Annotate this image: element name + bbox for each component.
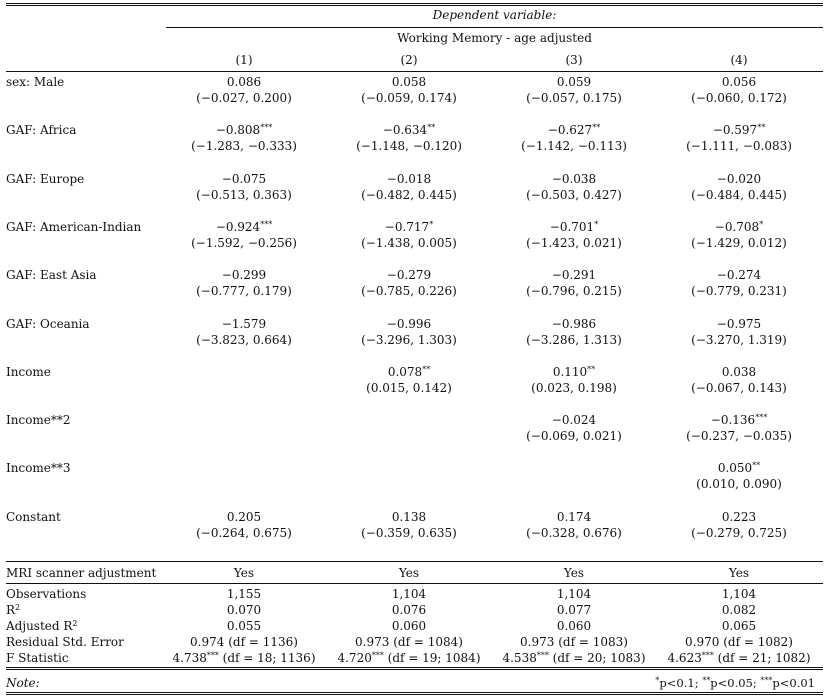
stat-value <box>164 635 324 650</box>
column-header-4: (4) <box>730 53 748 67</box>
stat-value <box>494 587 654 602</box>
column-header-3: (3) <box>565 53 583 67</box>
stat-label-text: Residual Std. Error <box>6 635 124 649</box>
coefficient-value: −0.274 <box>716 268 762 282</box>
confidence-interval: (−1.148, −0.120) <box>356 139 462 153</box>
mri-adjustment-value: Yes <box>563 566 585 580</box>
dependent-variable-caption: Dependent variable: <box>432 8 557 22</box>
significance-stars: ** <box>757 123 766 132</box>
confidence-interval: (−0.796, 0.215) <box>526 284 622 298</box>
coefficient <box>494 365 654 380</box>
significance-stars: *** <box>371 651 384 660</box>
coefficient <box>329 220 489 235</box>
coefficient <box>329 75 489 90</box>
significance-stars: * <box>429 220 434 229</box>
coefficient <box>659 461 819 476</box>
stat-value-main: 1,155 <box>226 587 262 601</box>
coef-bottom-rule <box>6 561 823 562</box>
significance-stars: ** <box>752 461 761 470</box>
row-label: Income**3 <box>6 461 71 475</box>
coefficient-value: −0.075 <box>221 172 267 186</box>
coefficient-value: 0.038 <box>721 365 757 379</box>
stat-value-main: 0.060 <box>391 619 427 633</box>
significance-stars: *** <box>536 651 549 660</box>
coefficient <box>494 413 654 428</box>
coefficient <box>494 317 654 332</box>
coefficient-value: −0.708 <box>714 220 760 234</box>
coefficient-value: 0.059 <box>556 75 592 89</box>
stat-value <box>164 651 324 666</box>
stat-value-main: 0.077 <box>556 603 592 617</box>
row-label: GAF: East Asia <box>6 268 97 282</box>
coefficient <box>164 172 324 187</box>
note-stars: ** <box>702 676 711 685</box>
confidence-interval: (−1.111, −0.083) <box>686 139 792 153</box>
note-text: p<0.1; <box>659 676 703 690</box>
stat-label-text: R <box>6 603 16 617</box>
stat-value <box>329 603 489 618</box>
significance-stars: * <box>759 220 764 229</box>
stat-value-main: 0.973 (df = 1084) <box>355 635 463 649</box>
note-label: Note: <box>6 676 40 690</box>
significance-stars: *** <box>206 651 219 660</box>
coefficient <box>494 220 654 235</box>
coefficient-value: 0.050 <box>717 461 753 475</box>
stat-value <box>329 651 489 666</box>
coefficient <box>494 268 654 283</box>
confidence-interval: (−1.142, −0.113) <box>521 139 627 153</box>
coefficient-value: −0.634 <box>382 123 428 137</box>
coefficient-value: −0.986 <box>551 317 597 331</box>
stat-label-text: Observations <box>6 587 87 601</box>
mri-rule <box>6 583 823 584</box>
coefficient-value: −0.299 <box>221 268 267 282</box>
stat-value-main: 0.060 <box>556 619 592 633</box>
coefficient-value: 0.174 <box>556 510 592 524</box>
coefficient-value: 0.078 <box>387 365 423 379</box>
confidence-interval: (−3.296, 1.303) <box>361 333 457 347</box>
coefficient-value: 0.058 <box>391 75 427 89</box>
coefficient <box>659 413 819 428</box>
coefficient-value: −0.038 <box>551 172 597 186</box>
coefficient-value: −0.717 <box>384 220 430 234</box>
confidence-interval: (−0.067, 0.143) <box>691 381 787 395</box>
coefficient-value: −0.291 <box>551 268 597 282</box>
row-label: GAF: American-Indian <box>6 220 142 234</box>
coefficient <box>494 510 654 525</box>
note-text: p<0.05; <box>710 676 761 690</box>
coefficient <box>494 75 654 90</box>
coefficient <box>659 75 819 90</box>
coefficient-value: 0.223 <box>721 510 757 524</box>
coefficient-value: −0.808 <box>215 123 261 137</box>
stat-label <box>6 635 124 650</box>
stat-value-main: 0.055 <box>226 619 262 633</box>
stat-value <box>329 587 489 602</box>
stat-label-text: Adjusted R <box>6 619 73 633</box>
coefficient <box>329 317 489 332</box>
confidence-interval: (−1.423, 0.021) <box>526 236 622 250</box>
stat-value-main: 0.974 (df = 1136) <box>190 635 298 649</box>
top-rule-double <box>6 5 823 6</box>
stat-label-superscript: 2 <box>72 619 78 628</box>
stats-bottom-rule <box>6 667 823 668</box>
stat-value-main: 4.623 <box>667 651 702 665</box>
coefficient <box>164 75 324 90</box>
row-label: GAF: Europe <box>6 172 85 186</box>
column-header-2: (2) <box>400 53 418 67</box>
stat-value <box>659 651 819 666</box>
confidence-interval: (−1.429, 0.012) <box>691 236 787 250</box>
confidence-interval: (−3.823, 0.664) <box>196 333 292 347</box>
row-label: Income <box>6 365 51 379</box>
confidence-interval: (−0.779, 0.231) <box>691 284 787 298</box>
coefficient <box>659 172 819 187</box>
row-label: sex: Male <box>6 75 65 89</box>
confidence-interval: (−0.237, −0.035) <box>686 429 792 443</box>
stat-label <box>6 603 20 618</box>
significance-stars: ** <box>422 365 431 374</box>
note-stars: *** <box>760 676 773 685</box>
coefficient-value: −0.996 <box>386 317 432 331</box>
bottom-rule-double <box>6 694 823 695</box>
confidence-interval: (−0.785, 0.226) <box>361 284 457 298</box>
coefficient-value: −1.579 <box>221 317 267 331</box>
row-label: Income**2 <box>6 413 71 427</box>
stat-value-main: 0.070 <box>226 603 262 617</box>
coefficient <box>659 365 819 380</box>
coefficient <box>659 123 819 138</box>
confidence-interval: (−0.484, 0.445) <box>691 188 787 202</box>
coefficient <box>164 268 324 283</box>
row-label: Constant <box>6 510 61 524</box>
stat-value <box>164 603 324 618</box>
confidence-interval: (0.010, 0.090) <box>696 477 782 491</box>
coefficient-value: −0.701 <box>549 220 595 234</box>
significance-stars: ** <box>587 365 596 374</box>
stat-value <box>659 603 819 618</box>
stat-value <box>659 635 819 650</box>
stat-value-main: 0.076 <box>391 603 427 617</box>
row-label: GAF: Oceania <box>6 317 90 331</box>
confidence-interval: (−0.069, 0.021) <box>526 429 622 443</box>
coefficient <box>164 510 324 525</box>
coefficient-value: 0.205 <box>226 510 262 524</box>
coefficient-value: −0.924 <box>215 220 261 234</box>
confidence-interval: (−3.286, 1.313) <box>526 333 622 347</box>
coefficient <box>659 220 819 235</box>
confidence-interval: (−0.057, 0.175) <box>526 91 622 105</box>
coefficient <box>164 220 324 235</box>
stat-value <box>659 587 819 602</box>
coefficient <box>659 510 819 525</box>
coefficient <box>494 172 654 187</box>
stat-value-main: 0.065 <box>721 619 757 633</box>
confidence-interval: (−1.283, −0.333) <box>191 139 297 153</box>
coefficient-value: −0.024 <box>551 413 597 427</box>
confidence-interval: (−0.359, 0.635) <box>361 526 457 540</box>
stat-label <box>6 651 69 666</box>
confidence-interval: (0.015, 0.142) <box>366 381 452 395</box>
stat-label <box>6 587 86 602</box>
coefficient-value: −0.136 <box>710 413 756 427</box>
coefficient <box>329 172 489 187</box>
stat-value-main: 4.538 <box>502 651 537 665</box>
top-rule <box>6 3 823 4</box>
confidence-interval: (−0.503, 0.427) <box>526 188 622 202</box>
stat-label-superscript: 2 <box>15 603 21 612</box>
significance-stars: ** <box>427 123 436 132</box>
confidence-interval: (0.023, 0.198) <box>531 381 617 395</box>
significance-stars: * <box>594 220 599 229</box>
confidence-interval: (−1.438, 0.005) <box>361 236 457 250</box>
stat-value <box>494 651 654 666</box>
significance-stars: ** <box>592 123 601 132</box>
confidence-interval: (−0.482, 0.445) <box>361 188 457 202</box>
confidence-interval: (−0.060, 0.172) <box>691 91 787 105</box>
coefficient-value: 0.110 <box>552 365 588 379</box>
significance-stars: *** <box>260 123 273 132</box>
significance-stars: *** <box>701 651 714 660</box>
coefficient-value: −0.627 <box>547 123 593 137</box>
coefficient <box>329 365 489 380</box>
coefficient-value: 0.086 <box>226 75 262 89</box>
stat-value <box>329 635 489 650</box>
stat-value <box>164 619 324 634</box>
stat-label-text: F Statistic <box>6 651 69 665</box>
column-header-1: (1) <box>235 53 253 67</box>
stat-value-main: 1,104 <box>556 587 592 601</box>
coefficient-value: 0.056 <box>721 75 757 89</box>
coefficient-value: −0.597 <box>712 123 758 137</box>
row-label: GAF: Africa <box>6 123 77 137</box>
confidence-interval: (−0.264, 0.675) <box>196 526 292 540</box>
stat-value <box>164 587 324 602</box>
stat-value <box>494 603 654 618</box>
stat-value <box>659 619 819 634</box>
coefficient-value: −0.018 <box>386 172 432 186</box>
significance-stars: *** <box>260 220 273 229</box>
coefficient <box>494 123 654 138</box>
confidence-interval: (−1.592, −0.256) <box>191 236 297 250</box>
stat-value <box>494 619 654 634</box>
stat-value-main: 4.720 <box>337 651 372 665</box>
coefficient-value: 0.138 <box>391 510 427 524</box>
mri-adjustment-value: Yes <box>398 566 420 580</box>
stat-value-rest: (df = 18; 1136) <box>218 651 316 665</box>
coefficient-value: −0.020 <box>716 172 762 186</box>
stat-value-rest: (df = 19; 1084) <box>383 651 481 665</box>
note-text: p<0.01 <box>772 676 815 690</box>
coefficient <box>659 317 819 332</box>
confidence-interval: (−0.328, 0.676) <box>526 526 622 540</box>
stat-value <box>329 619 489 634</box>
mri-adjustment-label: MRI scanner adjustment <box>6 566 157 580</box>
coefficient <box>164 123 324 138</box>
coefficient-value: −0.975 <box>716 317 762 331</box>
coefficient <box>329 123 489 138</box>
stat-value-main: 1,104 <box>721 587 757 601</box>
stat-value-main: 1,104 <box>391 587 427 601</box>
mri-adjustment-value: Yes <box>233 566 255 580</box>
stat-value-main: 4.738 <box>172 651 207 665</box>
coefficient <box>329 268 489 283</box>
stat-label <box>6 619 78 634</box>
stat-value-main: 0.970 (df = 1082) <box>685 635 793 649</box>
significance-stars: *** <box>755 413 768 422</box>
confidence-interval: (−0.027, 0.200) <box>196 91 292 105</box>
coefficient <box>659 268 819 283</box>
confidence-interval: (−0.513, 0.363) <box>196 188 292 202</box>
stats-bottom-rule-double <box>6 669 823 670</box>
confidence-interval: (−0.777, 0.179) <box>196 284 292 298</box>
note-stars: * <box>655 676 660 685</box>
significance-note <box>655 676 815 691</box>
stat-value <box>494 635 654 650</box>
stat-value-rest: (df = 21; 1082) <box>713 651 811 665</box>
coefficient-value: −0.279 <box>386 268 432 282</box>
stat-value-rest: (df = 20; 1083) <box>548 651 646 665</box>
coefficient <box>329 510 489 525</box>
stat-value-main: 0.082 <box>721 603 757 617</box>
mri-adjustment-value: Yes <box>728 566 750 580</box>
header-rule <box>6 71 823 72</box>
confidence-interval: (−0.279, 0.725) <box>691 526 787 540</box>
coefficient <box>164 317 324 332</box>
bottom-rule <box>6 692 823 693</box>
confidence-interval: (−3.270, 1.319) <box>691 333 787 347</box>
dependent-variable-name: Working Memory - age adjusted <box>397 31 592 45</box>
stat-value-main: 0.973 (df = 1083) <box>520 635 628 649</box>
dependent-rule <box>166 27 823 28</box>
confidence-interval: (−0.059, 0.174) <box>361 91 457 105</box>
